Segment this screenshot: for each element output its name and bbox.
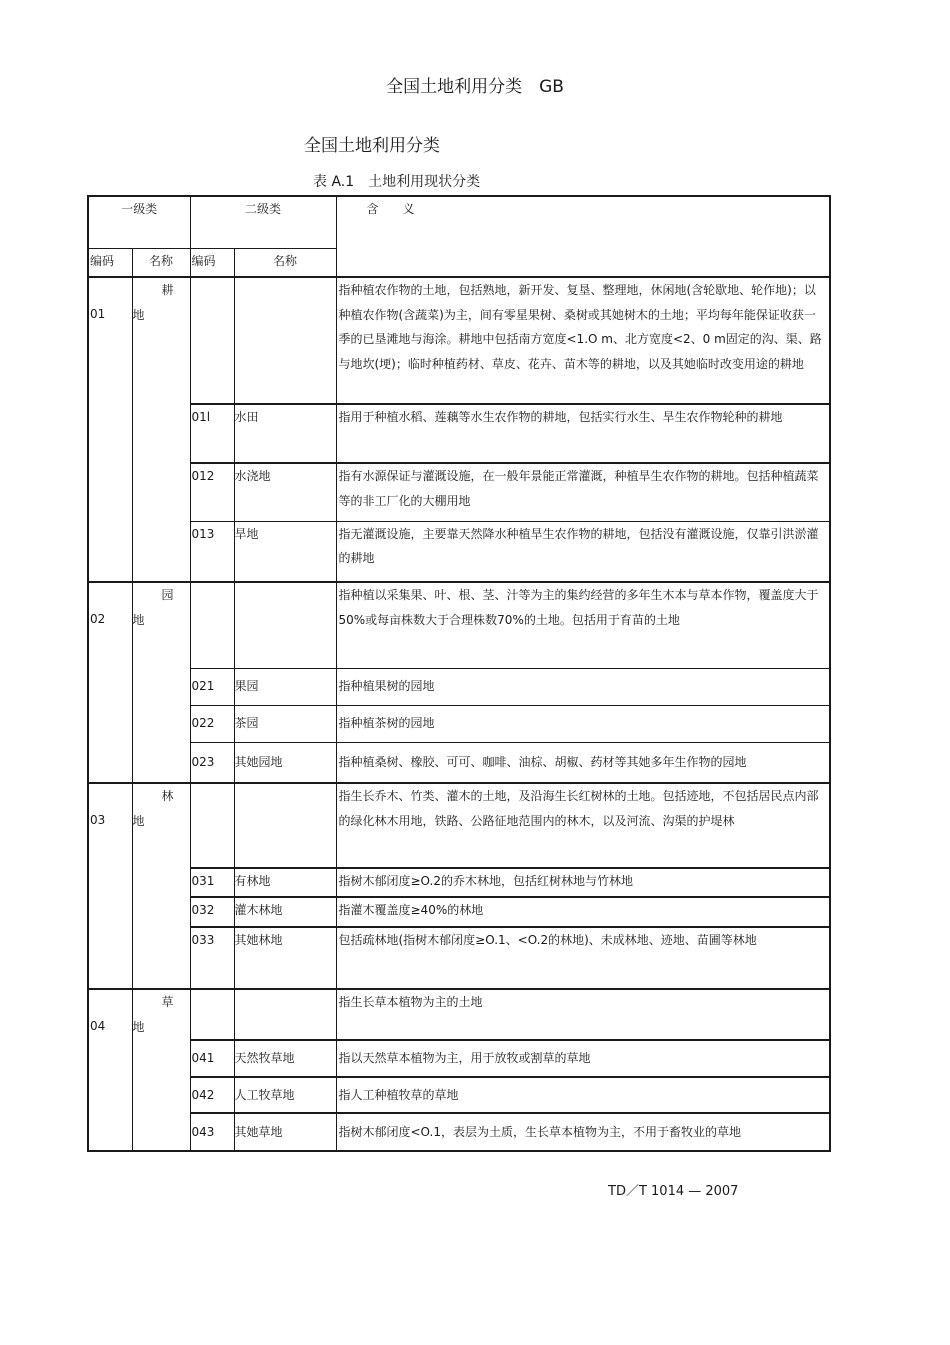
sub-description: 指用于种植水稻、莲藕等水生农作物的耕地，包括实行水生、旱生农作物轮种的耕地 (336, 404, 830, 463)
sub-description: 指灌木覆盖度≥40%的林地 (336, 897, 830, 927)
empty-cell (234, 989, 336, 1040)
sub-row-023 (88, 742, 830, 783)
header-code-1: 编码 (88, 248, 132, 277)
group-name-bottom: 地 (132, 307, 145, 322)
sub-row-022 (88, 705, 830, 742)
group-code: 04 (88, 989, 132, 1151)
sub-description: 指种植桑树、橡胶、可可、咖啡、油棕、胡椒、药材等其她多年生作物的园地 (336, 742, 830, 783)
header-row-1 (88, 196, 830, 248)
sub-code: 013 (190, 521, 234, 582)
table-caption: 表 A.1 土地利用现状分类 (313, 174, 481, 190)
document-title: 全国土地利用分类 GB (386, 77, 564, 97)
empty-cell (190, 783, 234, 868)
sub-code: 033 (190, 927, 234, 989)
sub-code: 042 (190, 1077, 234, 1113)
sub-description: 指有水源保证与灌溉设施，在一般年景能正常灌溉，种植旱生农作物的耕地。包括种植蔬菜等的非工厂化的大棚用地 (336, 463, 830, 521)
group-name-top: 林 (161, 789, 174, 803)
group-description: 指生长草本植物为主的土地 (336, 989, 830, 1040)
group-code: 02 (88, 582, 132, 783)
sub-description: 指以天然草本植物为主，用于放牧或割草的草地 (336, 1040, 830, 1077)
group-description: 指生长乔木、竹类、灌木的土地，及沿海生长红树林的土地。包括迹地，不包括居民点内部的绿化林木用地，铁路、公路征地范围内的林木，以及河流、沟渠的护堤林 (336, 783, 830, 868)
sub-row-033 (88, 927, 830, 989)
group-code: 03 (88, 783, 132, 989)
sub-description: 包括疏林地(指树木郁闭度≥O.1、<O.2的林地)、未成林地、迹地、苗圃等林地 (336, 927, 830, 989)
sub-code: 043 (190, 1113, 234, 1151)
sub-name: 天然牧草地 (234, 1040, 336, 1077)
sub-row-011 (88, 404, 830, 463)
group-name (132, 582, 190, 783)
sub-name: 有林地 (234, 868, 336, 897)
sub-row-043 (88, 1113, 830, 1151)
sub-name: 其她林地 (234, 927, 336, 989)
sub-name: 茶园 (234, 705, 336, 742)
sub-description: 指种植果树的园地 (336, 668, 830, 705)
sub-code: 041 (190, 1040, 234, 1077)
sub-row-021 (88, 668, 830, 705)
sub-name: 人工牧草地 (234, 1077, 336, 1113)
group-row-02 (88, 582, 830, 668)
group-name-bottom: 地 (132, 1019, 145, 1034)
sub-name: 果园 (234, 668, 336, 705)
group-name-top: 园 (161, 588, 174, 602)
land-use-classification-table (87, 195, 831, 1152)
group-name-top: 耕 (161, 283, 174, 297)
group-row-04 (88, 989, 830, 1040)
sub-description: 指种植茶树的园地 (336, 705, 830, 742)
sub-code: 032 (190, 897, 234, 927)
sub-code: 012 (190, 463, 234, 521)
group-row-03 (88, 783, 830, 868)
empty-cell (234, 783, 336, 868)
empty-cell (234, 277, 336, 404)
sub-name: 旱地 (234, 521, 336, 582)
sub-code: 023 (190, 742, 234, 783)
header-code-2: 编码 (190, 248, 234, 277)
group-name (132, 989, 190, 1151)
sub-code: 021 (190, 668, 234, 705)
header-meaning: 含 义 (336, 196, 830, 277)
standard-number: TD／T 1014 — 2007 (608, 1184, 739, 1199)
sub-description: 指树木郁闭度<O.1，表层为土质，生长草本植物为主，不用于畜牧业的草地 (336, 1113, 830, 1151)
header-name-1: 名称 (132, 248, 190, 277)
group-code: 01 (88, 277, 132, 582)
sub-description: 指树木郁闭度≥O.2的乔木林地，包括红树林地与竹林地 (336, 868, 830, 897)
group-row-01 (88, 277, 830, 404)
empty-cell (190, 989, 234, 1040)
group-description: 指种植农作物的土地，包括熟地，新开发、复垦、整理地，休闲地(含轮歇地、轮作地)；以种植农作物(含蔬菜)为主，间有零星果树、桑树或其她树木的土地；平均每年能保证收获一季的已垦滩地与海涂。耕地中包括南方宽度<1.O m、北方宽度<2、0 m固定的沟、渠、路与地坎(埂)；临时种植药材、草皮、花卉、苗木等的耕地，以及其她临时改变用途的耕地 (336, 277, 830, 404)
empty-cell (190, 582, 234, 668)
sub-row-031 (88, 868, 830, 897)
sub-description: 指无灌溉设施，主要靠天然降水种植旱生农作物的耕地，包括没有灌溉设施，仅靠引洪淤灌的耕地 (336, 521, 830, 582)
header-level2: 二级类 (190, 196, 336, 248)
group-name-bottom: 地 (132, 813, 145, 828)
group-name-top: 草 (161, 995, 174, 1009)
sub-row-041 (88, 1040, 830, 1077)
group-name (132, 277, 190, 582)
header-level1: 一级类 (88, 196, 190, 248)
sub-name: 其她园地 (234, 742, 336, 783)
sub-description: 指人工种植牧草的草地 (336, 1077, 830, 1113)
group-description: 指种植以采集果、叶、根、茎、汁等为主的集约经营的多年生木本与草本作物，覆盖度大于50%或每亩株数大于合理株数70%的土地。包括用于育苗的土地 (336, 582, 830, 668)
sub-name: 水田 (234, 404, 336, 463)
sub-row-012 (88, 463, 830, 521)
sub-name: 灌木林地 (234, 897, 336, 927)
group-name (132, 783, 190, 989)
sub-row-032 (88, 897, 830, 927)
sub-code: 022 (190, 705, 234, 742)
group-name-bottom: 地 (132, 612, 145, 627)
sub-name: 水浇地 (234, 463, 336, 521)
sub-code: 01l (190, 404, 234, 463)
empty-cell (190, 277, 234, 404)
sub-row-013 (88, 521, 830, 582)
empty-cell (234, 582, 336, 668)
sub-row-042 (88, 1077, 830, 1113)
header-name-2: 名称 (234, 248, 336, 277)
sub-name: 其她草地 (234, 1113, 336, 1151)
document-subtitle: 全国土地利用分类 (304, 136, 440, 156)
sub-code: 031 (190, 868, 234, 897)
